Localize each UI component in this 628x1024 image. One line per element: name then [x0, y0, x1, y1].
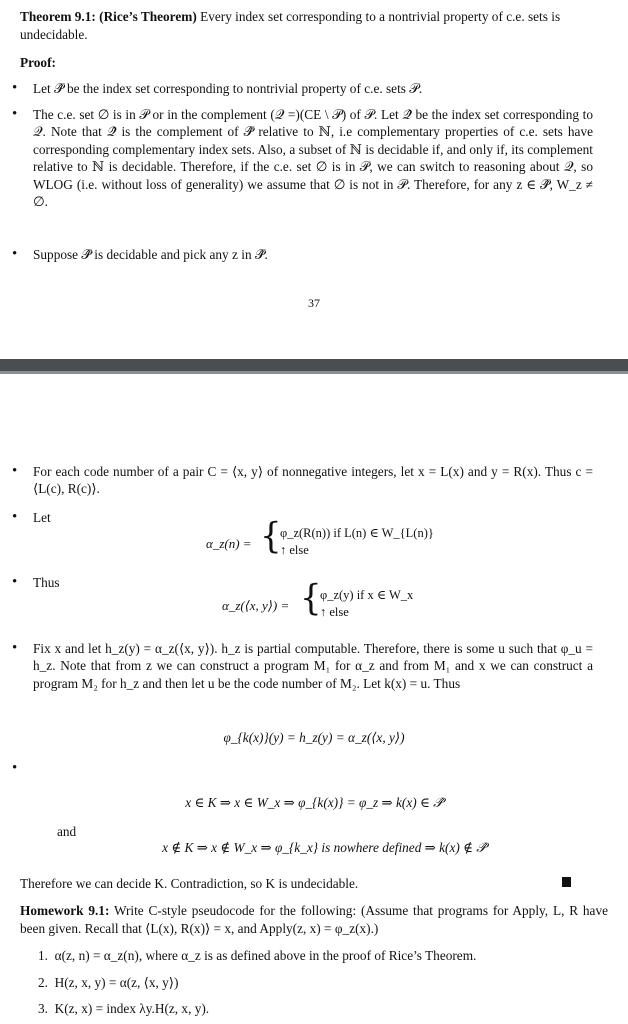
homework-item-1 [38, 947, 608, 964]
bullet-thus: • Thus [33, 574, 593, 591]
item-number: 1. [38, 948, 55, 963]
and-label: and [57, 824, 77, 839]
implication-in-K: x ∈ K ⇒ x ∈ W_x ⇒ φ_{k(x)} = φ_z ⇒ k(x) ∈ 𝒫̂ [185, 795, 443, 810]
page-divider [0, 359, 628, 371]
item-number: 2. [38, 975, 55, 990]
alpha-xy-case-2: ↑ else [320, 605, 349, 619]
qed-square-icon [562, 877, 571, 887]
proof-bullet-2: • The c.e. set ∅ is in 𝒫 or in the complement (𝒬 =)(CE \ 𝒫) of 𝒫. Let 𝒬̂ be the index set corresponding to 𝒬. Note that 𝒬̂ is the complement of 𝒫̂ relative to ℕ, i.e complementary properties of c.e. sets have corresponding complementary index sets. Also, a subset of ℕ is decidable if, and only if, its complement relative to ℕ is decidable. Therefore, if the c.e. set ∅ is in 𝒫, we can switch to reasoning about 𝒬, so WLOG (i.e. without loss of generality) we assume that ∅ is not in 𝒫. Therefore, for any z ∈ 𝒫̂, W_z ≠ ∅. [33, 106, 593, 210]
alpha-n-case-1: φ_z(R(n)) if L(n) ∈ W_{L(n)} [280, 526, 434, 540]
page-divider-shadow [0, 371, 628, 374]
page-37 [0, 0, 628, 338]
homework-item-2 [38, 974, 608, 991]
alpha-xy-lhs: α_z(⟨x, y⟩) = [222, 598, 290, 613]
bullet-pair-code: • For each code number of a pair C = ⟨x, y⟩ of nonnegative integers, let x = L(x) and y = R(x). Thus c = ⟨L(c), R(c)⟩. [33, 463, 593, 498]
equation-k: φ_{k(x)}(y) = h_z(y) = α_z(⟨x, y⟩) [223, 730, 405, 745]
alpha-xy-brace: { [300, 577, 322, 619]
proof-bullet-3: • Suppose 𝒫̂ is decidable and pick any z in 𝒫̂. [33, 246, 593, 263]
theorem-heading: Theorem 9.1: (Rice’s Theorem) [20, 9, 197, 24]
item-text: H(z, x, y) = α(z, ⟨x, y⟩) [54, 975, 179, 990]
proof-label: Proof: [20, 55, 56, 70]
bullet-fix-x: • Fix x and let h_z(y) = α_z(⟨x, y⟩). h_z is partial computable. Therefore, there is some u such that φ_u = h_z. Note that from z we can construct a program M₁ for α_z and from M₁ and x we can construct a program M₂ for h_z and then let u be the code number of M₂. Let k(x) = u. Thus [33, 640, 593, 692]
alpha-n-case-2: ↑ else [280, 543, 309, 557]
theorem-statement [20, 8, 610, 43]
homework-heading: Homework 9.1: [20, 903, 110, 918]
implication-not-in-K: x ∉ K ⇒ x ∉ W_x ⇒ φ_{k_x} is nowhere defined ⇒ k(x) ∉ 𝒫̂ [162, 840, 486, 855]
item-text: α(z, n) = α_z(n), where α_z is as defined above in the proof of Rice’s Theorem. [54, 948, 477, 963]
homework-item-3 [38, 1000, 608, 1017]
bullet-let: • Let [33, 509, 593, 526]
proof-bullet-1: • Let 𝒫̂ be the index set corresponding to nontrivial property of c.e. sets 𝒫. [33, 80, 593, 97]
homework [20, 902, 608, 937]
homework-text: Write C-style pseudocode for the following: (Assume that programs for Apply, L, R have been given. Recall that ⟨L(x), R(x)⟩ = x, and Apply(z, x) = φ_z(x).) [20, 903, 609, 936]
alpha-n-brace: { [260, 515, 282, 557]
conclusion: Therefore we can decide K. Contradiction, so K is undecidable. [20, 876, 359, 891]
theorem-text: Every index set corresponding to a nontrivial property of c.e. sets is undecidable. [20, 9, 561, 42]
alpha-n-lhs: α_z(n) = [206, 536, 252, 551]
alpha-xy-case-1: φ_z(y) if x ∈ W_x [320, 588, 414, 602]
page-number: 37 [308, 296, 320, 310]
item-number: 3. [38, 1001, 55, 1016]
item-text: K(z, x) = index λy.H(z, x, y). [54, 1001, 210, 1016]
